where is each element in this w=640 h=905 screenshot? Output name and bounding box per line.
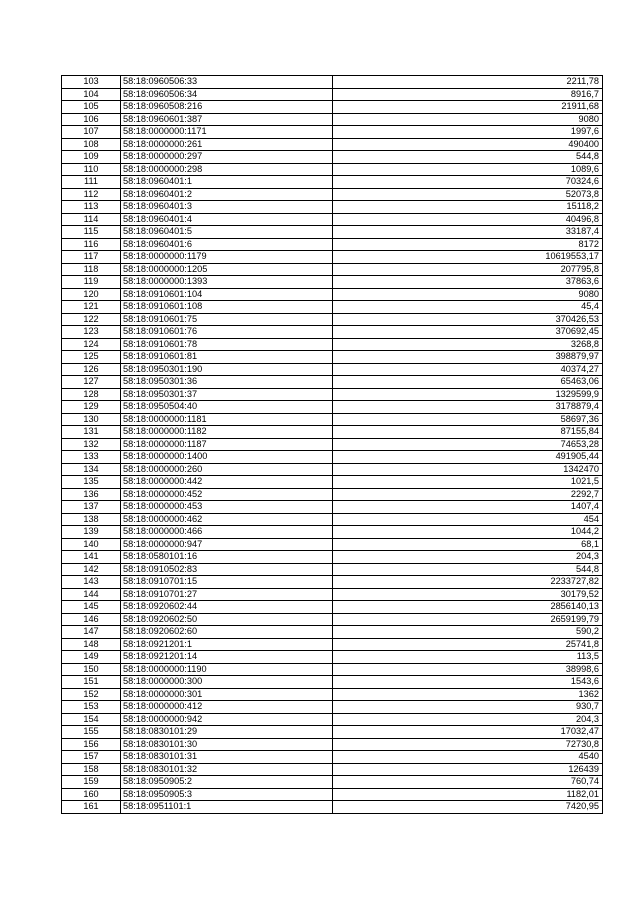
cadastral-number-cell: 58:18:0000000:1400: [121, 451, 333, 464]
cadastral-number-cell: 58:18:0950301:36: [121, 376, 333, 389]
row-number-cell: 148: [62, 638, 121, 651]
cadastral-number-cell: 58:18:0000000:260: [121, 463, 333, 476]
row-number-cell: 138: [62, 513, 121, 526]
table-row: [62, 801, 603, 814]
cadastral-number-cell: 58:18:0830101:32: [121, 763, 333, 776]
cadastral-number-cell: 58:18:0960401:5: [121, 226, 333, 239]
table-row: [62, 676, 603, 689]
table-row: [62, 763, 603, 776]
table-row: [62, 751, 603, 764]
cadastral-number-cell: 58:18:0000000:1187: [121, 438, 333, 451]
area-value-cell: 1089,6: [333, 163, 603, 176]
row-number-cell: 111: [62, 176, 121, 189]
area-value-cell: 2856140,13: [333, 601, 603, 614]
table-row: [62, 401, 603, 414]
cadastral-number-cell: 58:18:0000000:453: [121, 501, 333, 514]
table-row: [62, 388, 603, 401]
table-row: [62, 738, 603, 751]
row-number-cell: 155: [62, 726, 121, 739]
table-row: [62, 213, 603, 226]
row-number-cell: 103: [62, 76, 121, 89]
area-value-cell: 1997,6: [333, 126, 603, 139]
row-number-cell: 143: [62, 576, 121, 589]
cadastral-number-cell: 58:18:0910601:108: [121, 301, 333, 314]
table-row: [62, 476, 603, 489]
cadastral-number-cell: 58:18:0960601:387: [121, 113, 333, 126]
row-number-cell: 132: [62, 438, 121, 451]
area-value-cell: 113,5: [333, 651, 603, 664]
row-number-cell: 109: [62, 151, 121, 164]
row-number-cell: 131: [62, 426, 121, 439]
table-row: [62, 351, 603, 364]
cadastral-number-cell: 58:18:0000000:297: [121, 151, 333, 164]
cadastral-number-cell: 58:18:0950905:3: [121, 788, 333, 801]
cadastral-number-cell: 58:18:0910701:27: [121, 588, 333, 601]
cadastral-number-cell: 58:18:0910601:81: [121, 351, 333, 364]
table-row: [62, 688, 603, 701]
row-number-cell: 147: [62, 626, 121, 639]
table-row: [62, 601, 603, 614]
cadastral-number-cell: 58:18:0910601:76: [121, 326, 333, 339]
cadastral-number-cell: 58:18:0000000:452: [121, 488, 333, 501]
area-value-cell: 40374,27: [333, 363, 603, 376]
area-value-cell: 30179,52: [333, 588, 603, 601]
row-number-cell: 144: [62, 588, 121, 601]
cadastral-number-cell: 58:18:0830101:30: [121, 738, 333, 751]
cadastral-number-cell: 58:18:0000000:412: [121, 701, 333, 714]
row-number-cell: 123: [62, 326, 121, 339]
cadastral-number-cell: 58:18:0910701:15: [121, 576, 333, 589]
table-row: [62, 563, 603, 576]
table-row: [62, 338, 603, 351]
area-value-cell: 15118,2: [333, 201, 603, 214]
table-row: [62, 151, 603, 164]
table-row: [62, 226, 603, 239]
table-row: [62, 288, 603, 301]
area-value-cell: 590,2: [333, 626, 603, 639]
row-number-cell: 107: [62, 126, 121, 139]
table-row: [62, 526, 603, 539]
table-row: [62, 463, 603, 476]
area-value-cell: 52073,8: [333, 188, 603, 201]
area-value-cell: 454: [333, 513, 603, 526]
row-number-cell: 137: [62, 501, 121, 514]
table-row: [62, 201, 603, 214]
area-value-cell: 1021,5: [333, 476, 603, 489]
cadastral-number-cell: 58:18:0830101:31: [121, 751, 333, 764]
area-value-cell: 87155,84: [333, 426, 603, 439]
area-value-cell: 38998,6: [333, 663, 603, 676]
table-row: [62, 438, 603, 451]
cadastral-number-cell: 58:18:0960508:216: [121, 101, 333, 114]
cadastral-number-cell: 58:18:0950301:37: [121, 388, 333, 401]
table-row: [62, 76, 603, 89]
area-value-cell: 2659199,79: [333, 613, 603, 626]
row-number-cell: 127: [62, 376, 121, 389]
area-value-cell: 72730,8: [333, 738, 603, 751]
area-value-cell: 8916,7: [333, 88, 603, 101]
cadastral-number-cell: 58:18:0580101:16: [121, 551, 333, 564]
row-number-cell: 136: [62, 488, 121, 501]
table-row: [62, 101, 603, 114]
area-value-cell: 1044,2: [333, 526, 603, 539]
cadastral-number-cell: 58:18:0000000:1190: [121, 663, 333, 676]
area-value-cell: 544,8: [333, 151, 603, 164]
area-value-cell: 1329599,9: [333, 388, 603, 401]
row-number-cell: 157: [62, 751, 121, 764]
cadastral-number-cell: 58:18:0000000:1182: [121, 426, 333, 439]
table-row: [62, 126, 603, 139]
row-number-cell: 151: [62, 676, 121, 689]
parcel-table-body: [62, 76, 603, 814]
row-number-cell: 159: [62, 776, 121, 789]
table-row: [62, 488, 603, 501]
area-value-cell: 2233727,82: [333, 576, 603, 589]
cadastral-number-cell: 58:18:0000000:298: [121, 163, 333, 176]
cadastral-number-cell: 58:18:0960401:2: [121, 188, 333, 201]
table-row: [62, 613, 603, 626]
row-number-cell: 113: [62, 201, 121, 214]
table-row: [62, 726, 603, 739]
row-number-cell: 106: [62, 113, 121, 126]
table-row: [62, 251, 603, 264]
cadastral-number-cell: 58:18:0950301:190: [121, 363, 333, 376]
cadastral-number-cell: 58:18:0950905:2: [121, 776, 333, 789]
cadastral-number-cell: 58:18:0960401:3: [121, 201, 333, 214]
area-value-cell: 9080: [333, 288, 603, 301]
row-number-cell: 115: [62, 226, 121, 239]
cadastral-number-cell: 58:18:0951101:1: [121, 801, 333, 814]
cadastral-number-cell: 58:18:0960506:34: [121, 88, 333, 101]
parcel-table: [61, 75, 603, 814]
row-number-cell: 128: [62, 388, 121, 401]
row-number-cell: 119: [62, 276, 121, 289]
area-value-cell: 490400: [333, 138, 603, 151]
row-number-cell: 126: [62, 363, 121, 376]
row-number-cell: 121: [62, 301, 121, 314]
table-row: [62, 238, 603, 251]
row-number-cell: 129: [62, 401, 121, 414]
cadastral-number-cell: 58:18:0000000:1179: [121, 251, 333, 264]
area-value-cell: 544,8: [333, 563, 603, 576]
cadastral-number-cell: 58:18:0000000:442: [121, 476, 333, 489]
area-value-cell: 58697,36: [333, 413, 603, 426]
area-value-cell: 1342470: [333, 463, 603, 476]
area-value-cell: 10619553,17: [333, 251, 603, 264]
table-row: [62, 451, 603, 464]
table-row: [62, 413, 603, 426]
area-value-cell: 68,1: [333, 538, 603, 551]
table-row: [62, 788, 603, 801]
area-value-cell: 1407,4: [333, 501, 603, 514]
table-row: [62, 638, 603, 651]
cadastral-number-cell: 58:18:0000000:301: [121, 688, 333, 701]
cadastral-number-cell: 58:18:0000000:1171: [121, 126, 333, 139]
table-row: [62, 776, 603, 789]
area-value-cell: 33187,4: [333, 226, 603, 239]
cadastral-number-cell: 58:18:0921201:14: [121, 651, 333, 664]
table-row: [62, 626, 603, 639]
table-row: [62, 163, 603, 176]
area-value-cell: 4540: [333, 751, 603, 764]
row-number-cell: 149: [62, 651, 121, 664]
cadastral-number-cell: 58:18:0830101:29: [121, 726, 333, 739]
area-value-cell: 21911,68: [333, 101, 603, 114]
area-value-cell: 204,3: [333, 713, 603, 726]
table-row: [62, 313, 603, 326]
row-number-cell: 161: [62, 801, 121, 814]
table-row: [62, 113, 603, 126]
row-number-cell: 142: [62, 563, 121, 576]
cadastral-number-cell: 58:18:0000000:300: [121, 676, 333, 689]
row-number-cell: 125: [62, 351, 121, 364]
area-value-cell: 491905,44: [333, 451, 603, 464]
cadastral-number-cell: 58:18:0910601:104: [121, 288, 333, 301]
area-value-cell: 930,7: [333, 701, 603, 714]
area-value-cell: 3268,8: [333, 338, 603, 351]
table-row: [62, 513, 603, 526]
area-value-cell: 17032,47: [333, 726, 603, 739]
row-number-cell: 156: [62, 738, 121, 751]
row-number-cell: 133: [62, 451, 121, 464]
table-row: [62, 663, 603, 676]
cadastral-number-cell: 58:18:0000000:1393: [121, 276, 333, 289]
row-number-cell: 114: [62, 213, 121, 226]
table-row: [62, 363, 603, 376]
area-value-cell: 2292,7: [333, 488, 603, 501]
row-number-cell: 134: [62, 463, 121, 476]
table-row: [62, 188, 603, 201]
area-value-cell: 25741,8: [333, 638, 603, 651]
table-row: [62, 538, 603, 551]
cadastral-number-cell: 58:18:0000000:466: [121, 526, 333, 539]
area-value-cell: 2211,78: [333, 76, 603, 89]
row-number-cell: 139: [62, 526, 121, 539]
area-value-cell: 37863,6: [333, 276, 603, 289]
area-value-cell: 1362: [333, 688, 603, 701]
cadastral-number-cell: 58:18:0000000:462: [121, 513, 333, 526]
cadastral-number-cell: 58:18:0920602:60: [121, 626, 333, 639]
table-row: [62, 376, 603, 389]
table-row: [62, 426, 603, 439]
row-number-cell: 116: [62, 238, 121, 251]
cadastral-number-cell: 58:18:0000000:261: [121, 138, 333, 151]
row-number-cell: 152: [62, 688, 121, 701]
table-row: [62, 651, 603, 664]
row-number-cell: 117: [62, 251, 121, 264]
area-value-cell: 370692,45: [333, 326, 603, 339]
row-number-cell: 120: [62, 288, 121, 301]
row-number-cell: 146: [62, 613, 121, 626]
cadastral-number-cell: 58:18:0000000:1181: [121, 413, 333, 426]
table-row: [62, 326, 603, 339]
area-value-cell: 1182,01: [333, 788, 603, 801]
table-row: [62, 713, 603, 726]
cadastral-number-cell: 58:18:0920602:50: [121, 613, 333, 626]
area-value-cell: 9080: [333, 113, 603, 126]
area-value-cell: 760,74: [333, 776, 603, 789]
area-value-cell: 7420,95: [333, 801, 603, 814]
table-row: [62, 301, 603, 314]
row-number-cell: 150: [62, 663, 121, 676]
row-number-cell: 141: [62, 551, 121, 564]
cadastral-number-cell: 58:18:0000000:1205: [121, 263, 333, 276]
table-row: [62, 551, 603, 564]
cadastral-number-cell: 58:18:0960401:6: [121, 238, 333, 251]
row-number-cell: 122: [62, 313, 121, 326]
area-value-cell: 207795,8: [333, 263, 603, 276]
row-number-cell: 124: [62, 338, 121, 351]
table-row: [62, 88, 603, 101]
cadastral-number-cell: 58:18:0960401:1: [121, 176, 333, 189]
area-value-cell: 70324,6: [333, 176, 603, 189]
table-row: [62, 176, 603, 189]
table-row: [62, 501, 603, 514]
cadastral-number-cell: 58:18:0920602:44: [121, 601, 333, 614]
cadastral-number-cell: 58:18:0960506:33: [121, 76, 333, 89]
row-number-cell: 130: [62, 413, 121, 426]
cadastral-number-cell: 58:18:0921201:1: [121, 638, 333, 651]
row-number-cell: 160: [62, 788, 121, 801]
area-value-cell: 65463,06: [333, 376, 603, 389]
area-value-cell: 204,3: [333, 551, 603, 564]
area-value-cell: 126439: [333, 763, 603, 776]
cadastral-number-cell: 58:18:0910502:83: [121, 563, 333, 576]
table-row: [62, 138, 603, 151]
area-value-cell: 40496,8: [333, 213, 603, 226]
row-number-cell: 153: [62, 701, 121, 714]
table-row: [62, 588, 603, 601]
area-value-cell: 45,4: [333, 301, 603, 314]
row-number-cell: 108: [62, 138, 121, 151]
table-row: [62, 576, 603, 589]
cadastral-number-cell: 58:18:0910601:75: [121, 313, 333, 326]
row-number-cell: 112: [62, 188, 121, 201]
table-row: [62, 701, 603, 714]
row-number-cell: 104: [62, 88, 121, 101]
row-number-cell: 145: [62, 601, 121, 614]
area-value-cell: 370426,53: [333, 313, 603, 326]
row-number-cell: 118: [62, 263, 121, 276]
row-number-cell: 105: [62, 101, 121, 114]
area-value-cell: 1543,6: [333, 676, 603, 689]
row-number-cell: 154: [62, 713, 121, 726]
cadastral-number-cell: 58:18:0960401:4: [121, 213, 333, 226]
area-value-cell: 74653,28: [333, 438, 603, 451]
row-number-cell: 110: [62, 163, 121, 176]
row-number-cell: 158: [62, 763, 121, 776]
table-row: [62, 276, 603, 289]
row-number-cell: 135: [62, 476, 121, 489]
cadastral-number-cell: 58:18:0910601:78: [121, 338, 333, 351]
table-row: [62, 263, 603, 276]
row-number-cell: 140: [62, 538, 121, 551]
cadastral-number-cell: 58:18:0000000:947: [121, 538, 333, 551]
area-value-cell: 8172: [333, 238, 603, 251]
cadastral-number-cell: 58:18:0000000:942: [121, 713, 333, 726]
area-value-cell: 3178879,4: [333, 401, 603, 414]
area-value-cell: 398879,97: [333, 351, 603, 364]
cadastral-number-cell: 58:18:0950504:40: [121, 401, 333, 414]
